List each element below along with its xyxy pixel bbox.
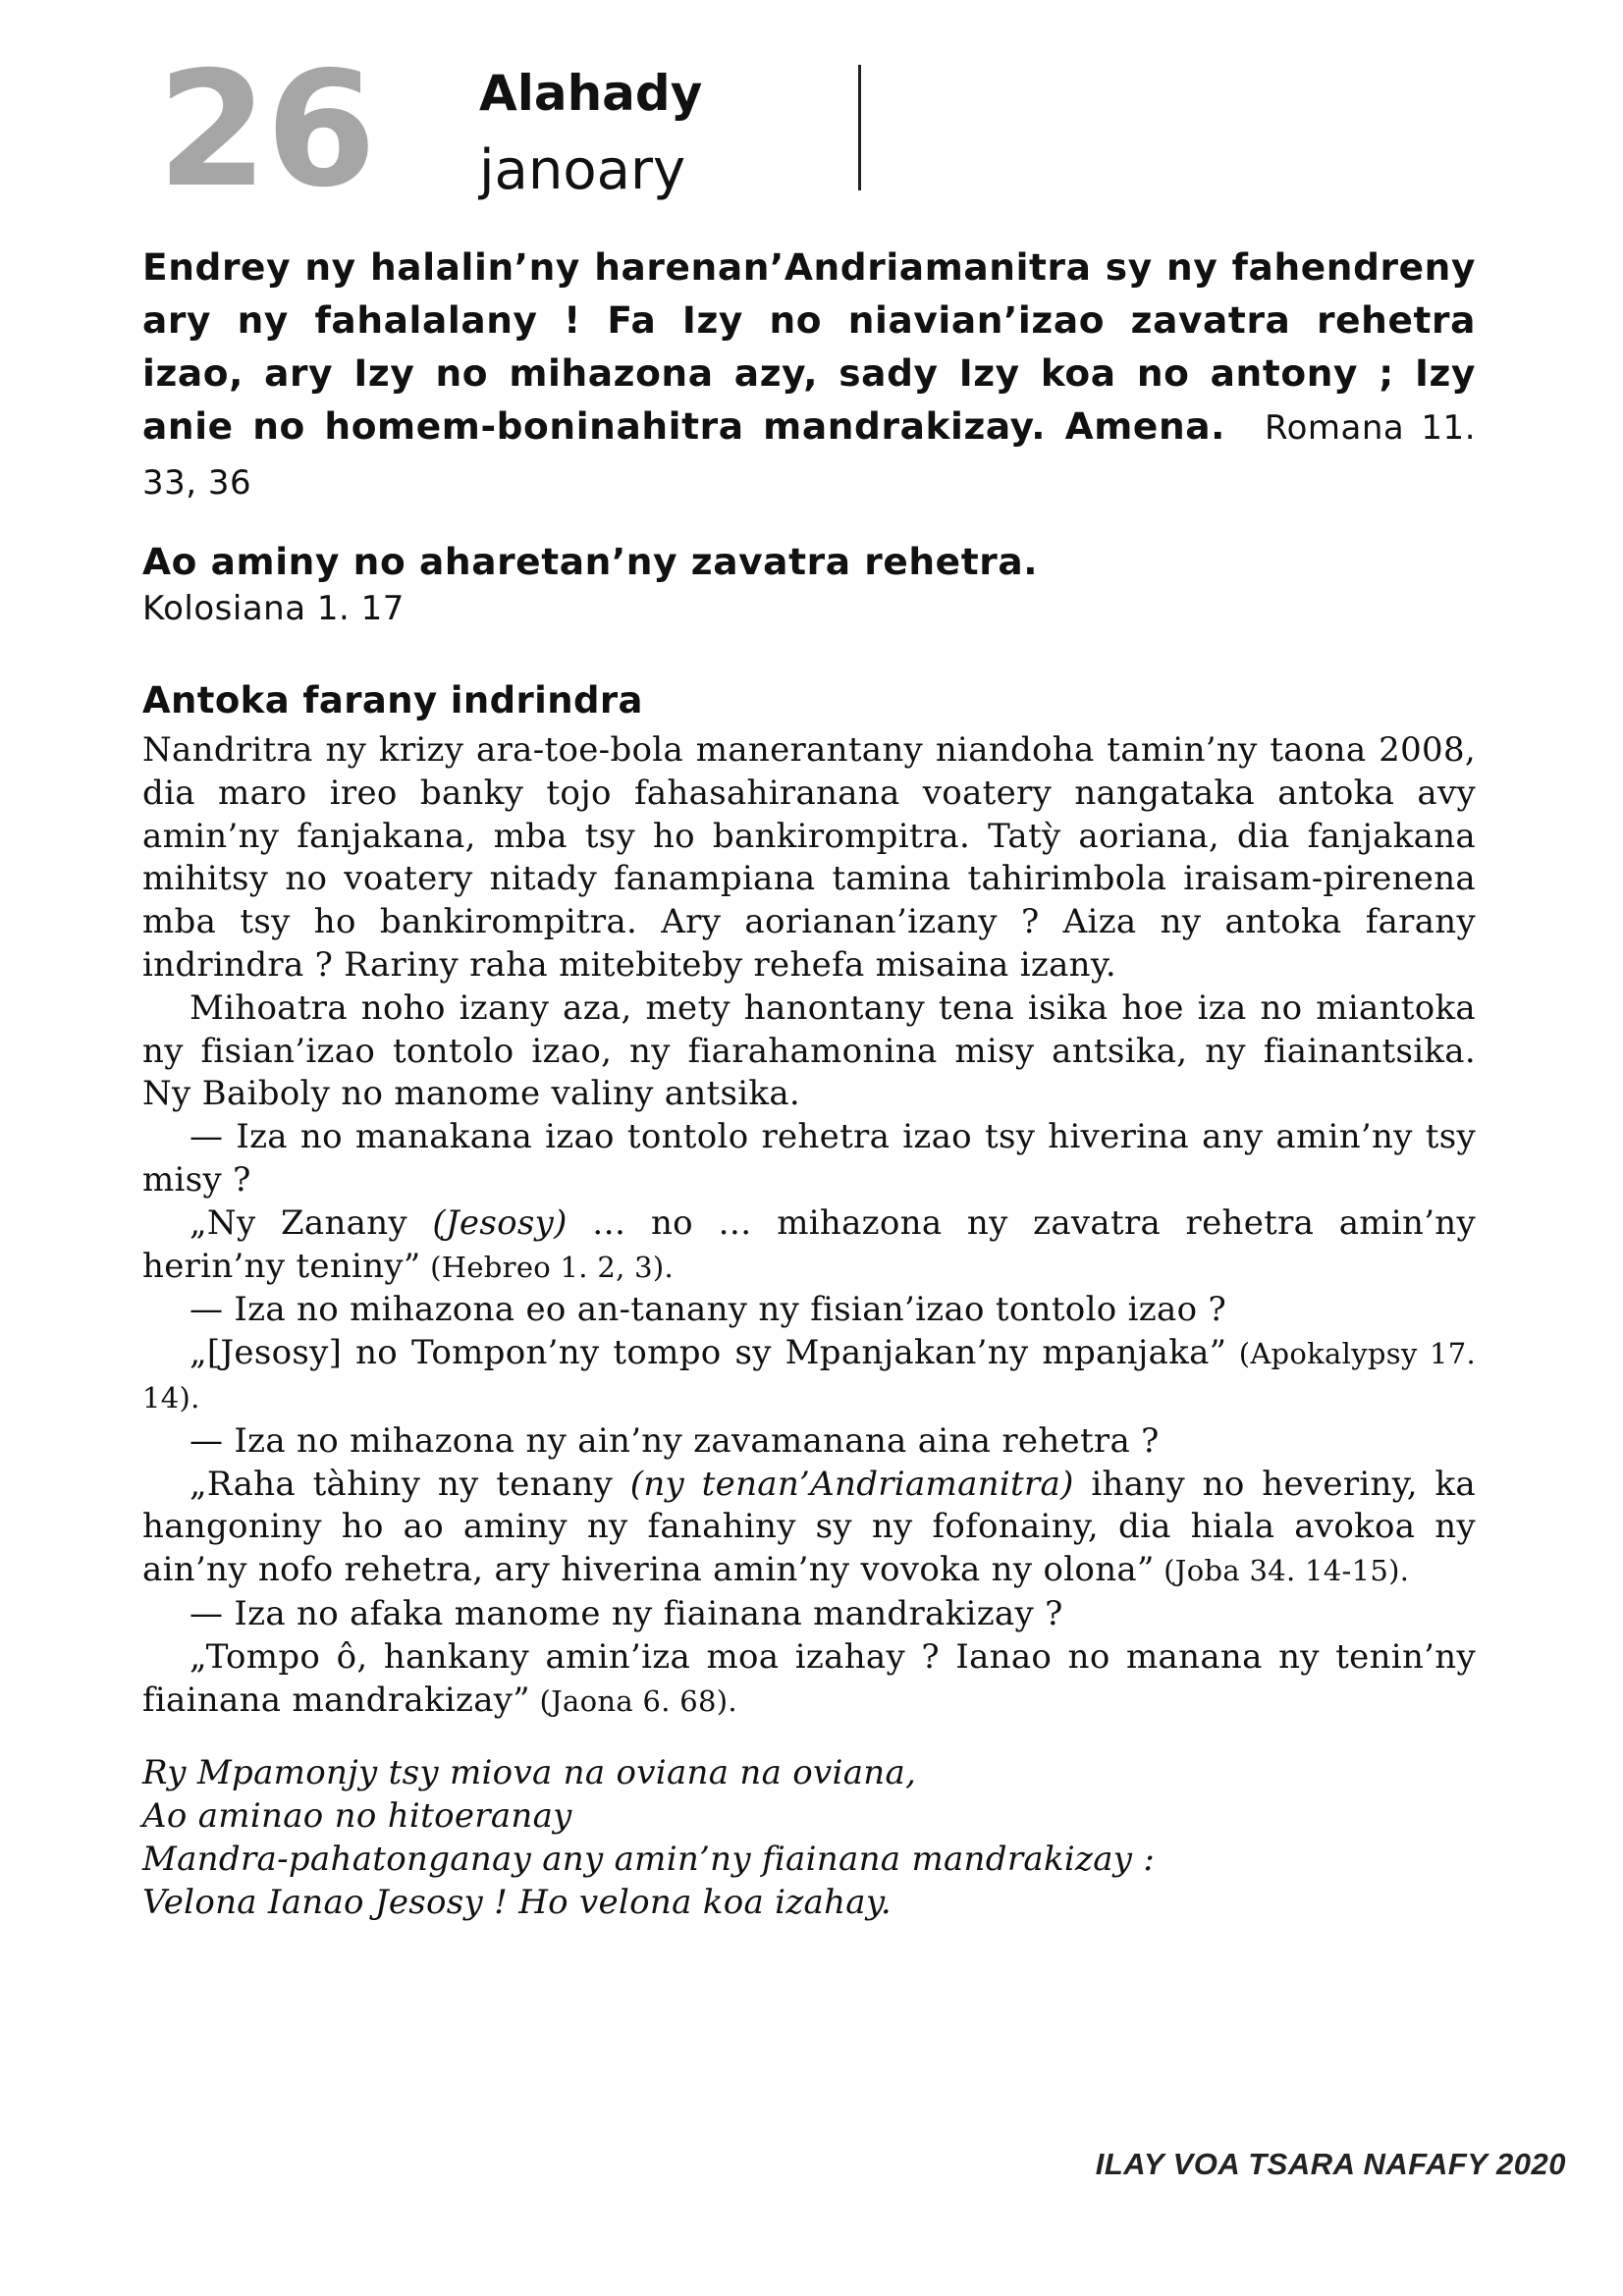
question: — Iza no mihazona ny ain’ny zavamanana aina rehetra ? [189,1420,1160,1461]
second-verse-reference: Kolosiana 1. 17 [142,589,405,628]
day-number: 26 [157,38,375,223]
quote-text: „Ny Zanany [189,1202,433,1243]
paragraph: Mihoatra noho izany aza, mety hanontany tena isika hoe iza no miantoka ny fisian’izao tontolo izao, ny fiarahamonina misy antsika, ny fiainantsika. Ny Baiboly no manome valiny antsika. [142,988,1476,1114]
page-content [142,240,1476,1925]
quote-text: ihany no heveriny, ka hangoniny ho ao aminy ny fanahiny sy ny fofonainy, dia hiala avokoa ny ain’ny nofo rehetra, ary hiverina amin’ny vovoka ny olona” [142,1464,1476,1590]
publication-footer: ILAY VOA TSARA NAFAFY 2020 [1095,2147,1566,2181]
poem-line: Ry Mpamonjy tsy miova na oviana na oviana, [142,1753,917,1793]
quote-reference: (Joba 34. 14-15). [1154,1554,1410,1588]
quote-reference: (Apokalypsy 17. 14). [142,1337,1476,1415]
main-verse-reference: Romana 11. 33, 36 [142,408,1477,503]
header-divider [858,65,861,190]
main-verse [142,240,1476,509]
quote-reference: (Hebreo 1. 2, 3). [420,1250,675,1284]
quote-text: „Raha tàhiny ny tenany [189,1464,630,1504]
scripture-answer [142,1464,1476,1593]
closing-poem [142,1752,1476,1924]
quote-text: „Tompo ô, hankany amin’iza moa izahay ? Ianao no manana ny tenin’ny fiainana mandrakizay” [142,1636,1476,1720]
question: — Iza no manakana izao tontolo rehetra izao tsy hiverina any amin’ny tsy misy ? [142,1117,1476,1200]
quote-emphasis: (Jesosy) [432,1202,568,1243]
question: — Iza no afaka manome ny fiainana mandrakizay ? [189,1593,1063,1633]
second-verse-text: Ao aminy no aharetan’ny zavatra rehetra. [142,540,1039,583]
weekday: Alahady [479,65,703,122]
scripture-answer [142,1202,1476,1290]
quote-reference: (Jaona 6. 68). [530,1683,737,1718]
month: janoary [479,138,686,202]
scripture-answer [142,1332,1476,1420]
paragraph: Nandritra ny krizy ara-toe-bola manerantany niandoha tamin’ny taona 2008, dia maro ireo banky tojo fahasahiranana voatery nangataka antoka avy amin’ny fanjakana, mba tsy ho bankirompitra. Tatỳ aoriana, dia fanjakana mihitsy no voatery nitady fanampiana tamina tahirimbola iraisam-pirenena mba tsy ho bankirompitra. Ary aorianan’izany ? Aiza ny antoka farany indrindra ? Rariny raha mitebiteby rehefa misaina izany. [142,730,1476,985]
quote-text: … no … mihazona ny zavatra rehetra amin’ny herin’ny teniny” [142,1202,1477,1286]
main-verse-text: Endrey ny halalin’ny harenan’Andriamanitra sy ny fahendreny ary ny fahalalany ! Fa Izy no niavian’izao zavatra rehetra izao, ary Izy no mihazona azy, sady Izy koa no antony ; Izy anie no homem-boninahitra mandrakizay. Amena. [142,245,1476,448]
article-title: Antoka farany indrindra [142,679,643,721]
poem-line: Ao aminao no hitoeranay [142,1796,572,1837]
poem-line: Mandra-pahatonganay any amin’ny fiainana mandrakizay : [142,1839,1156,1879]
quote-emphasis: (ny tenan’Andriamanitra) [629,1464,1074,1504]
article-body [142,729,1476,1723]
scripture-answer [142,1636,1476,1724]
quote-text: „[Jesosy] no Tompon’ny tompo sy Mpanjakan’ny mpanjaka” [189,1333,1227,1373]
question: — Iza no mihazona eo an-tanany ny fisian’izao tontolo izao ? [189,1290,1226,1330]
poem-line: Velona Ianao Jesosy ! Ho velona koa izahay. [142,1882,892,1922]
